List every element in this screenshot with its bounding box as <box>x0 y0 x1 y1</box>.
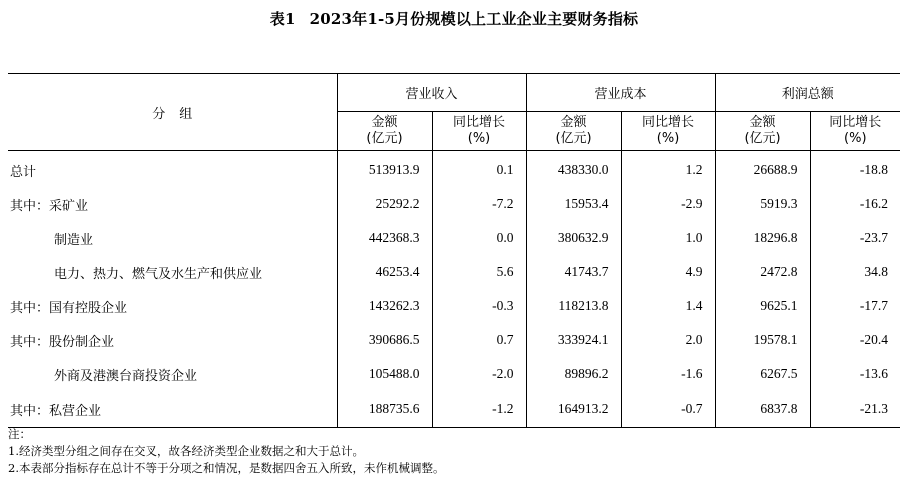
cost-growth: 1.4 <box>621 289 715 323</box>
cost-amount: 438330.0 <box>526 151 621 188</box>
revenue-amount: 188735.6 <box>337 391 432 428</box>
table-row <box>8 357 900 391</box>
cost-amount-header: 金额 (亿元) <box>526 112 621 151</box>
table-row <box>8 187 900 221</box>
table-row <box>8 323 900 357</box>
note-item-2: 2.本表部分指标存在总计不等于分项之和情况，是数据四舍五入所致，未作机械调整。 <box>8 461 445 475</box>
revenue-amount: 513913.9 <box>337 151 432 188</box>
revenue-growth: 0.0 <box>432 221 526 255</box>
profit-amount: 19578.1 <box>715 323 810 357</box>
revenue-growth: -2.0 <box>432 357 526 391</box>
table-number: 表1 <box>269 10 296 28</box>
row-label: 其中：私营企业 <box>8 391 337 428</box>
revenue-growth: 0.7 <box>432 323 526 357</box>
profit-growth: -20.4 <box>810 323 900 357</box>
profit-header: 利润总额 <box>715 74 900 112</box>
table-row <box>8 255 900 289</box>
table-row <box>8 391 900 428</box>
revenue-amount: 390686.5 <box>337 323 432 357</box>
financial-indicators-table <box>8 73 900 428</box>
cost-growth: 1.0 <box>621 221 715 255</box>
revenue-growth: -0.3 <box>432 289 526 323</box>
note-item-1: 1.经济类型分组之间存在交叉，故各经济类型企业数据之和大于总计。 <box>8 444 364 458</box>
profit-growth: -16.2 <box>810 187 900 221</box>
revenue-amount: 46253.4 <box>337 255 432 289</box>
cost-growth-header: 同比增长 (%) <box>621 112 715 151</box>
cost-growth: 2.0 <box>621 323 715 357</box>
revenue-amount: 143262.3 <box>337 289 432 323</box>
cost-header: 营业成本 <box>526 74 715 112</box>
revenue-growth: 5.6 <box>432 255 526 289</box>
revenue-growth: -7.2 <box>432 187 526 221</box>
cost-growth: 1.2 <box>621 151 715 188</box>
profit-amount: 26688.9 <box>715 151 810 188</box>
profit-amount: 5919.3 <box>715 187 810 221</box>
revenue-header: 营业收入 <box>337 74 526 112</box>
row-label: 其中：采矿业 <box>10 198 89 214</box>
cost-amount: 164913.2 <box>526 391 621 428</box>
profit-growth: -17.7 <box>810 289 900 323</box>
row-label: 其中：股份制企业 <box>10 334 115 350</box>
profit-amount: 2472.8 <box>715 255 810 289</box>
profit-growth: -18.8 <box>810 151 900 188</box>
table-row <box>8 151 900 188</box>
revenue-amount: 105488.0 <box>337 357 432 391</box>
revenue-growth-header: 同比增长 (%) <box>432 112 526 151</box>
row-label: 外商及港澳台商投资企业 <box>54 368 198 384</box>
row-label: 总计 <box>10 164 37 180</box>
cost-amount: 333924.1 <box>526 323 621 357</box>
profit-amount: 6267.5 <box>715 357 810 391</box>
table-notes <box>8 426 900 477</box>
cost-amount: 15953.4 <box>526 187 621 221</box>
group-header: 分组 <box>8 74 337 151</box>
cost-amount: 380632.9 <box>526 221 621 255</box>
cost-amount: 41743.7 <box>526 255 621 289</box>
table-body <box>8 151 900 428</box>
revenue-amount: 25292.2 <box>337 187 432 221</box>
notes-heading: 注： <box>8 427 31 441</box>
cost-amount: 89896.2 <box>526 357 621 391</box>
cost-growth: -0.7 <box>621 391 715 428</box>
revenue-amount-header: 金额 (亿元) <box>337 112 432 151</box>
table-row <box>8 289 900 323</box>
revenue-growth: -1.2 <box>432 391 526 428</box>
cost-amount: 118213.8 <box>526 289 621 323</box>
row-label: 制造业 <box>54 232 94 248</box>
revenue-growth: 0.1 <box>432 151 526 188</box>
profit-amount: 6837.8 <box>715 391 810 428</box>
cost-growth: -1.6 <box>621 357 715 391</box>
row-label: 电力、热力、燃气及水生产和供应业 <box>54 266 263 282</box>
profit-amount: 9625.1 <box>715 289 810 323</box>
profit-growth: -21.3 <box>810 391 900 428</box>
profit-amount-header: 金额 (亿元) <box>715 112 810 151</box>
profit-amount: 18296.8 <box>715 221 810 255</box>
cost-growth: 4.9 <box>621 255 715 289</box>
profit-growth: -13.6 <box>810 357 900 391</box>
table-header <box>8 74 900 151</box>
profit-growth-header: 同比增长 (%) <box>810 112 900 151</box>
table-row <box>8 221 900 255</box>
row-label: 其中：国有控股企业 <box>10 300 128 316</box>
profit-growth: 34.8 <box>810 255 900 289</box>
revenue-amount: 442368.3 <box>337 221 432 255</box>
cost-growth: -2.9 <box>621 187 715 221</box>
table-title-text: 2023年1-5月份规模以上工业企业主要财务指标 <box>309 10 639 28</box>
profit-growth: -23.7 <box>810 221 900 255</box>
table-title <box>0 8 908 29</box>
